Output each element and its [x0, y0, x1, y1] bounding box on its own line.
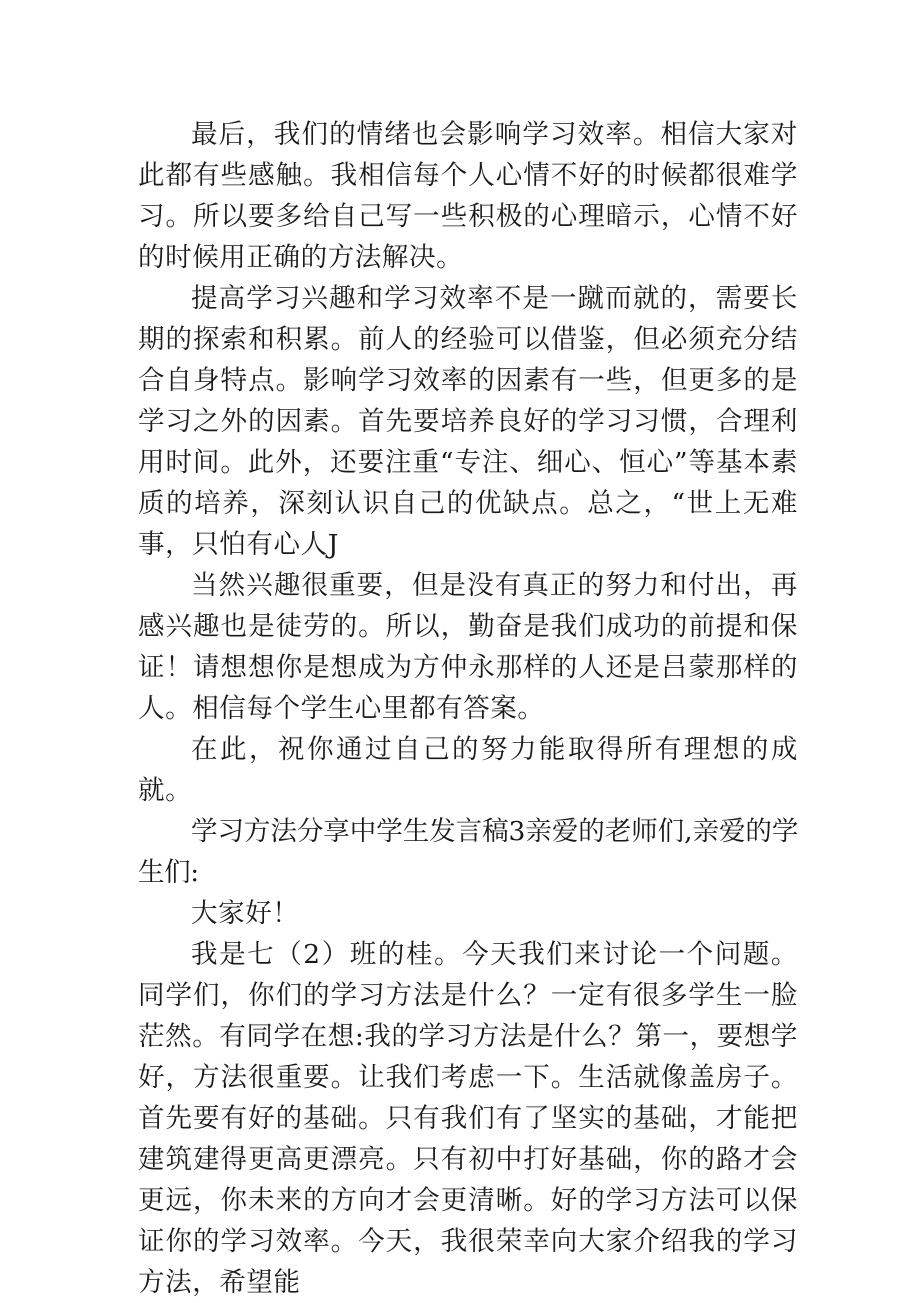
- speech-title-line: 学习方法分享中学生发言稿3亲爱的老师们,亲爱的学生们:: [138, 816, 798, 888]
- greeting-line: 大家好！: [191, 898, 300, 929]
- paragraph-diligence: 当然兴趣很重要，但是没有真正的努力和付出，再感兴趣也是徒劳的。所以，勤奋是我们成功的前提和保证！请想想你是想成为方仲永那样的人还是吕蒙那样的人。相信每个学生心里都有答案。: [138, 570, 798, 724]
- document-body: [138, 114, 798, 1303]
- paragraph-interest-efficiency: 提高学习兴趣和学习效率不是一蹴而就的，需要长期的探索和积累。前人的经验可以借鉴，但必须充分结合自身特点。影响学习效率的因素有一些，但更多的是学习之外的因素。首先要培养良好的学习习惯，合理利用时间。此外，还要注重“专注、细心、恒心”等基本素质的培养，深刻认识自己的优缺点。总之，“世上无难事，只怕有心人J: [138, 283, 798, 560]
- paragraph-emotion-efficiency: 最后，我们的情绪也会影响学习效率。相信大家对此都有些感触。我相信每个人心情不好的时候都很难学习。所以要多给自己写一些积极的心理暗示，心情不好的时候用正确的方法解决。: [138, 119, 798, 273]
- paragraph-study-method-intro: 我是七（2）班的桂。今天我们来讨论一个问题。同学们，你们的学习方法是什么？一定有很多学生一脸茫然。有同学在想:我的学习方法是什么？第一，要想学好，方法很重要。让我们考虑一下。生活就像盖房子。首先要有好的基础。只有我们有了坚实的基础，才能把建筑建得更高更漂亮。只有初中打好基础，你的路才会更远，你未来的方向才会更清晰。好的学习方法可以保证你的学习效率。今天，我很荣幸向大家介绍我的学习方法，希望能: [138, 939, 798, 1298]
- paragraph-wish: 在此，祝你通过自己的努力能取得所有理想的成就。: [138, 734, 798, 806]
